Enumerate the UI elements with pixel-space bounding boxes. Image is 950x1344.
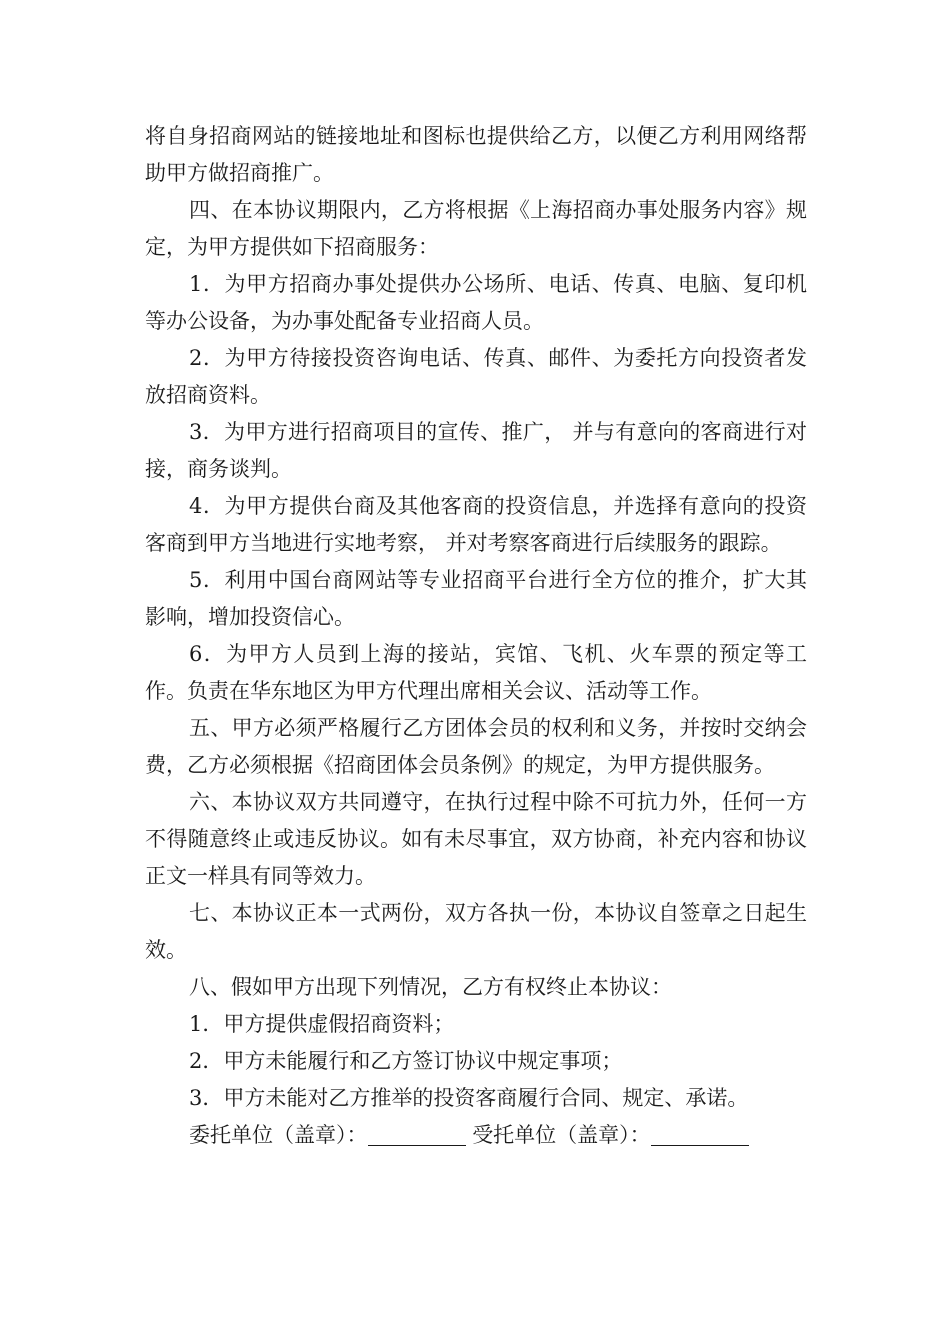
entrusting-party-signature-blank[interactable] <box>368 1121 466 1146</box>
service-item-5: 5．利用中国台商网站等专业招商平台进行全方位的推介，扩大其影响，增加投资信心。 <box>145 568 807 629</box>
service-item-4: 4．为甲方提供台商及其他客商的投资信息，并选择有意向的投资客商到甲方当地进行实地考察， 并对考察客商进行后续服务的跟踪。 <box>145 494 807 555</box>
clause-five: 五、甲方必须严格履行乙方团体会员的权利和义务，并按时交纳会费，乙方必须根据《招商团体会员条例》的规定，为甲方提供服务。 <box>145 716 807 777</box>
service-item-2: 2．为甲方待接投资咨询电话、传真、邮件、为委托方向投资者发放招商资料。 <box>145 346 807 407</box>
termination-item-3: 3．甲方未能对乙方推举的投资客商履行合同、规定、承诺。 <box>189 1086 749 1110</box>
entrusting-party-label: 委托单位（盖章）： <box>189 1123 368 1147</box>
agreement-body <box>145 118 807 1154</box>
clause-six: 六、本协议双方共同遵守，在执行过程中除不可抗力外，任何一方不得随意终止或违反协议。如有未尽事宜，双方协商，补充内容和协议正文一样具有同等效力。 <box>145 790 807 888</box>
termination-item-2: 2．甲方未能履行和乙方签订协议中规定事项； <box>189 1049 623 1073</box>
service-item-3: 3．为甲方进行招商项目的宣传、推广， 并与有意向的客商进行对接，商务谈判。 <box>145 420 807 481</box>
entrusted-party-signature-blank[interactable] <box>651 1121 749 1146</box>
termination-item-1: 1．甲方提供虚假招商资料； <box>189 1012 455 1036</box>
service-item-1: 1．为甲方招商办事处提供办公场所、电话、传真、电脑、复印机等办公设备，为办事处配备专业招商人员。 <box>145 272 807 333</box>
entrusted-party-label: 受托单位（盖章）： <box>472 1123 651 1147</box>
clause-seven: 七、本协议正本一式两份，双方各执一份，本协议自签章之日起生效。 <box>145 901 807 962</box>
signature-line <box>145 1117 807 1154</box>
paragraph-continuation: 将自身招商网站的链接地址和图标也提供给乙方，以便乙方利用网络帮助甲方做招商推广。 <box>145 124 807 185</box>
service-item-6: 6．为甲方人员到上海的接站，宾馆、飞机、火车票的预定等工作。负责在华东地区为甲方代理出席相关会议、活动等工作。 <box>145 642 807 703</box>
clause-eight: 八、假如甲方出现下列情况，乙方有权终止本协议： <box>189 975 672 999</box>
clause-four: 四、在本协议期限内，乙方将根据《上海招商办事处服务内容》规定，为甲方提供如下招商服务： <box>145 198 807 259</box>
